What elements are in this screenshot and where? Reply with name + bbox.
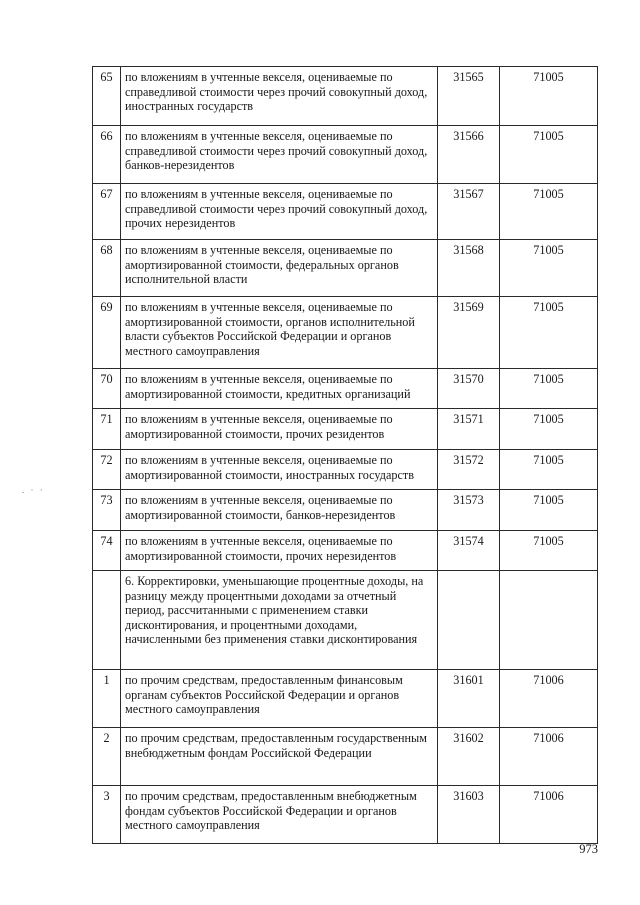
row-number: 3 bbox=[93, 786, 121, 844]
row-account: 71006 bbox=[500, 728, 598, 786]
table-row bbox=[93, 297, 598, 369]
row-description: по вложениям в учтенные векселя, оцениваемые по справедливой стоимости через прочий совокупный доход, банков-нерезидентов bbox=[121, 126, 438, 184]
row-account: 71005 bbox=[500, 409, 598, 450]
row-number: 71 bbox=[93, 409, 121, 450]
row-account: 71005 bbox=[500, 531, 598, 571]
row-code: 31568 bbox=[438, 240, 500, 297]
row-description: по вложениям в учтенные векселя, оцениваемые по амортизированной стоимости, иностранных государств bbox=[121, 450, 438, 490]
row-number: 69 bbox=[93, 297, 121, 369]
table-row bbox=[93, 67, 598, 126]
table-row bbox=[93, 786, 598, 844]
row-number: 67 bbox=[93, 184, 121, 240]
row-description: по вложениям в учтенные векселя, оцениваемые по амортизированной стоимости, кредитных организаций bbox=[121, 369, 438, 409]
row-code: 31569 bbox=[438, 297, 500, 369]
row-account: 71006 bbox=[500, 786, 598, 844]
row-description: по вложениям в учтенные векселя, оцениваемые по амортизированной стоимости, прочих нерезидентов bbox=[121, 531, 438, 571]
row-account: 71005 bbox=[500, 184, 598, 240]
row-code: 31565 bbox=[438, 67, 500, 126]
table-row bbox=[93, 184, 598, 240]
accounts-table bbox=[92, 66, 598, 844]
row-account bbox=[500, 571, 598, 670]
row-number: 2 bbox=[93, 728, 121, 786]
row-description: по прочим средствам, предоставленным государственным внебюджетным фондам Российской Федерации bbox=[121, 728, 438, 786]
row-number: 72 bbox=[93, 450, 121, 490]
row-code: 31573 bbox=[438, 490, 500, 531]
row-code: 31566 bbox=[438, 126, 500, 184]
row-code: 31572 bbox=[438, 450, 500, 490]
row-description: по вложениям в учтенные векселя, оцениваемые по амортизированной стоимости, банков-нерезидентов bbox=[121, 490, 438, 531]
table-row bbox=[93, 240, 598, 297]
table-row bbox=[93, 450, 598, 490]
table-row bbox=[93, 369, 598, 409]
table-row bbox=[93, 490, 598, 531]
row-code: 31574 bbox=[438, 531, 500, 571]
row-description: по вложениям в учтенные векселя, оцениваемые по справедливой стоимости через прочий совокупный доход, иностранных государств bbox=[121, 67, 438, 126]
row-description: по прочим средствам, предоставленным внебюджетным фондам субъектов Российской Федерации и органов местного самоуправления bbox=[121, 786, 438, 844]
row-account: 71005 bbox=[500, 240, 598, 297]
row-number bbox=[93, 571, 121, 670]
table-row bbox=[93, 409, 598, 450]
row-number: 70 bbox=[93, 369, 121, 409]
row-code: 31603 bbox=[438, 786, 500, 844]
section-heading: 6. Корректировки, уменьшающие процентные доходы, на разницу между процентными доходами за отчетный период, рассчитанными с применением ставки дисконтирования, и процентными доходами, начисленными без применения ставки дисконтирования bbox=[121, 571, 438, 670]
row-account: 71005 bbox=[500, 67, 598, 126]
page-number: 973 bbox=[579, 842, 598, 856]
row-number: 73 bbox=[93, 490, 121, 531]
table-row bbox=[93, 126, 598, 184]
scan-artifact: . · · bbox=[22, 485, 45, 495]
row-account: 71006 bbox=[500, 670, 598, 728]
row-description: по вложениям в учтенные векселя, оцениваемые по амортизированной стоимости, федеральных органов исполнительной власти bbox=[121, 240, 438, 297]
row-number: 68 bbox=[93, 240, 121, 297]
table-row bbox=[93, 728, 598, 786]
row-account: 71005 bbox=[500, 126, 598, 184]
row-number: 66 bbox=[93, 126, 121, 184]
table-row bbox=[93, 670, 598, 728]
row-account: 71005 bbox=[500, 450, 598, 490]
row-number: 74 bbox=[93, 531, 121, 571]
row-code: 31601 bbox=[438, 670, 500, 728]
row-account: 71005 bbox=[500, 297, 598, 369]
row-description: по вложениям в учтенные векселя, оцениваемые по амортизированной стоимости, органов исполнительной власти субъектов Российской Федерации и органов местного самоуправления bbox=[121, 297, 438, 369]
row-code bbox=[438, 571, 500, 670]
row-description: по вложениям в учтенные векселя, оцениваемые по амортизированной стоимости, прочих резидентов bbox=[121, 409, 438, 450]
row-code: 31570 bbox=[438, 369, 500, 409]
section-header-row bbox=[93, 571, 598, 670]
row-description: по прочим средствам, предоставленным финансовым органам субъектов Российской Федерации и органов местного самоуправления bbox=[121, 670, 438, 728]
row-number: 65 bbox=[93, 67, 121, 126]
row-code: 31602 bbox=[438, 728, 500, 786]
row-account: 71005 bbox=[500, 369, 598, 409]
row-account: 71005 bbox=[500, 490, 598, 531]
row-code: 31571 bbox=[438, 409, 500, 450]
table-row bbox=[93, 531, 598, 571]
row-description: по вложениям в учтенные векселя, оцениваемые по справедливой стоимости через прочий совокупный доход, прочих нерезидентов bbox=[121, 184, 438, 240]
row-number: 1 bbox=[93, 670, 121, 728]
row-code: 31567 bbox=[438, 184, 500, 240]
